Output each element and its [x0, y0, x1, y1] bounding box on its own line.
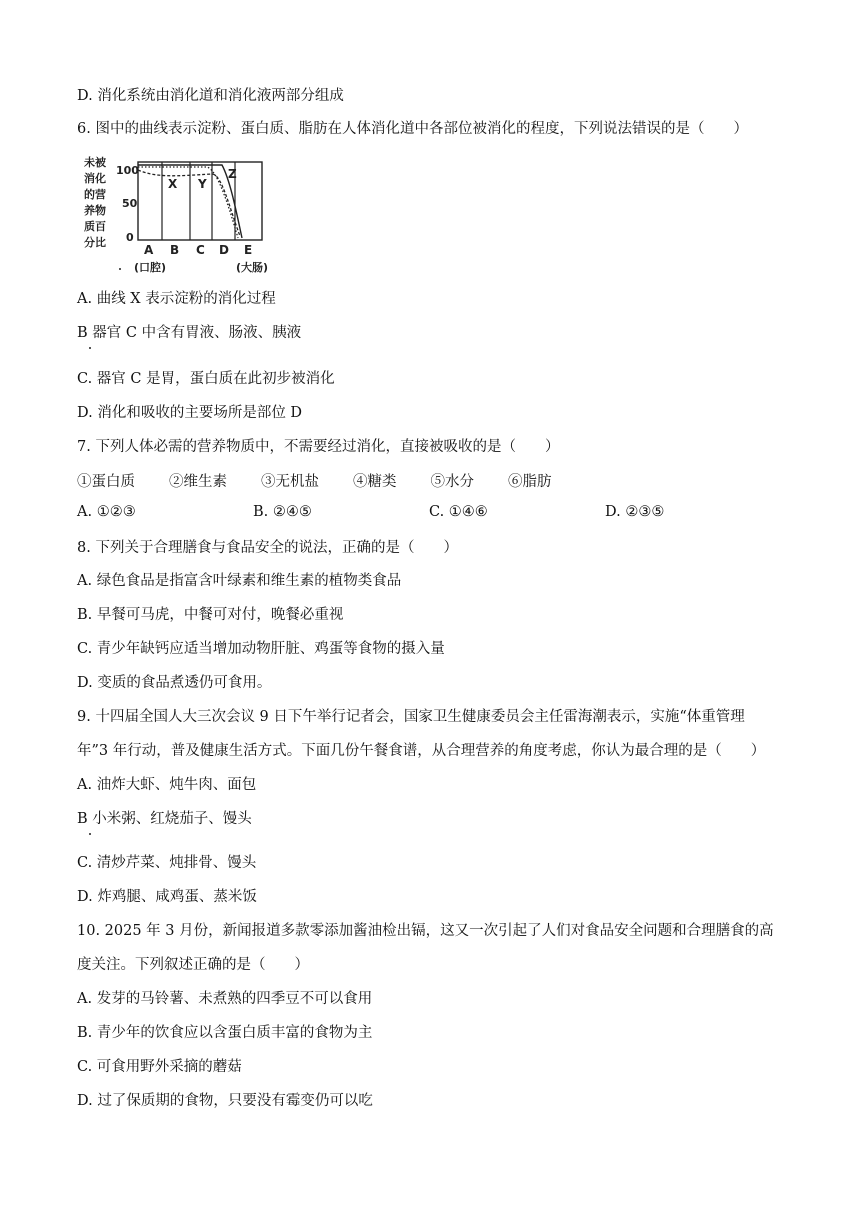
q10-option-d: D. 过了保质期的食物，只要没有霉变仍可以吃 [77, 1093, 373, 1109]
q7-option-b: B. ②④⑤ [253, 504, 312, 520]
curve-label-y: Y [198, 177, 207, 191]
q7-options [77, 504, 797, 520]
q6-option-a: A. 曲线 X 表示淀粉的消化过程 [77, 291, 276, 307]
q10-option-b: B. 青少年的饮食应以含蛋白质丰富的食物为主 [77, 1025, 373, 1041]
x-tick-e: E [244, 243, 253, 257]
q9-option-d: D. 炸鸡腿、咸鸡蛋、蒸米饭 [77, 889, 257, 905]
curve-label-x: X [168, 177, 178, 191]
x-tick-a: A [144, 243, 154, 257]
x-tick-c: C [196, 243, 205, 257]
x-tick-b: B [170, 243, 180, 257]
y-label-line-1: 未被 [84, 156, 106, 169]
q7-item: ②维生素 [169, 474, 227, 490]
y-label-line-6: 分比 [84, 236, 106, 249]
q8-option-d: D. 变质的食品煮透仍可食用。 [77, 675, 272, 691]
q8-option-c: C. 青少年缺钙应适当增加动物肝脏、鸡蛋等食物的摄入量 [77, 641, 445, 657]
q8-option-b: B. 早餐可马虎，中餐可对付，晚餐必重视 [77, 607, 344, 623]
q9-option-c: C. 清炒芹菜、炖排骨、馒头 [77, 855, 257, 871]
curve-y [138, 167, 238, 238]
dot-mark [89, 833, 91, 835]
plot-frame [138, 162, 262, 240]
y-tick-50: 50 [122, 197, 138, 210]
q7-stem: 7. 下列人体必需的营养物质中，不需要经过消化，直接被吸收的是（ ） [77, 439, 560, 455]
q7-option-d: D. ②③⑤ [605, 504, 665, 520]
digestion-curve-figure [82, 150, 292, 278]
y-tick-100: 100 [116, 164, 139, 177]
q10-option-c: C. 可食用野外采摘的蘑菇 [77, 1059, 242, 1075]
q6-option-b: B 器官 C 中含有胃液、肠液、胰液 [77, 325, 302, 341]
q7-item: ①蛋白质 [77, 474, 135, 490]
q5-option-d: D. 消化系统由消化道和消化液两部分组成 [77, 88, 344, 104]
note-large-intestine: (大肠) [236, 261, 269, 274]
q7-option-a: A. ①②③ [77, 504, 136, 520]
y-label-line-3: 的营 [84, 188, 106, 201]
q10-stem-line-1: 10. 2025 年 3 月份，新闻报道多款零添加酱油检出镉，这又一次引起了人们对食品安全问题和合理膳食的高 [77, 923, 774, 939]
y-label-line-2: 消化 [84, 172, 106, 185]
q6-option-d: D. 消化和吸收的主要场所是部位 D [77, 405, 303, 421]
q6-option-c: C. 器官 C 是胃，蛋白质在此初步被消化 [77, 371, 335, 387]
q7-items [77, 470, 586, 491]
q10-option-a: A. 发芽的马铃薯、未煮熟的四季豆不可以食用 [77, 991, 373, 1007]
digestion-curve-svg [82, 150, 292, 278]
stray-mark [119, 268, 121, 270]
q8-option-a: A. 绿色食品是指富含叶绿素和维生素的植物类食品 [77, 573, 402, 589]
q9-option-a: A. 油炸大虾、炖牛肉、面包 [77, 777, 257, 793]
dot-mark [89, 347, 91, 349]
y-label-line-4: 养物 [84, 204, 106, 217]
q6-stem: 6. 图中的曲线表示淀粉、蛋白质、脂肪在人体消化道中各部位被消化的程度，下列说法错误的是（ ） [77, 121, 748, 137]
q7-item: ⑥脂肪 [508, 474, 552, 490]
curve-label-z: Z [228, 167, 237, 181]
q9-stem-line-2: 年”3 年行动，普及健康生活方式。下面几份午餐食谱，从合理营养的角度考虑，你认为最合理的是（ ） [77, 743, 766, 759]
q7-item: ③无机盐 [261, 474, 319, 490]
q7-item: ④糖类 [353, 474, 397, 490]
curve-x [138, 170, 240, 236]
note-mouth: (口腔) [134, 261, 167, 274]
q9-stem-line-1: 9. 十四届全国人大三次会议 9 日下午举行记者会，国家卫生健康委员会主任雷海潮表示，实施“体重管理 [77, 709, 745, 725]
x-tick-d: D [219, 243, 229, 257]
q7-item: ⑤水分 [430, 474, 474, 490]
y-tick-0: 0 [126, 231, 134, 244]
q10-stem-line-2: 度关注。下列叙述正确的是（ ） [77, 957, 309, 973]
q8-stem: 8. 下列关于合理膳食与食品安全的说法，正确的是（ ） [77, 540, 458, 556]
q9-option-b: B 小米粥、红烧茄子、馒头 [77, 811, 252, 827]
q7-option-c: C. ①④⑥ [429, 504, 488, 520]
y-label-line-5: 质百 [84, 220, 106, 233]
